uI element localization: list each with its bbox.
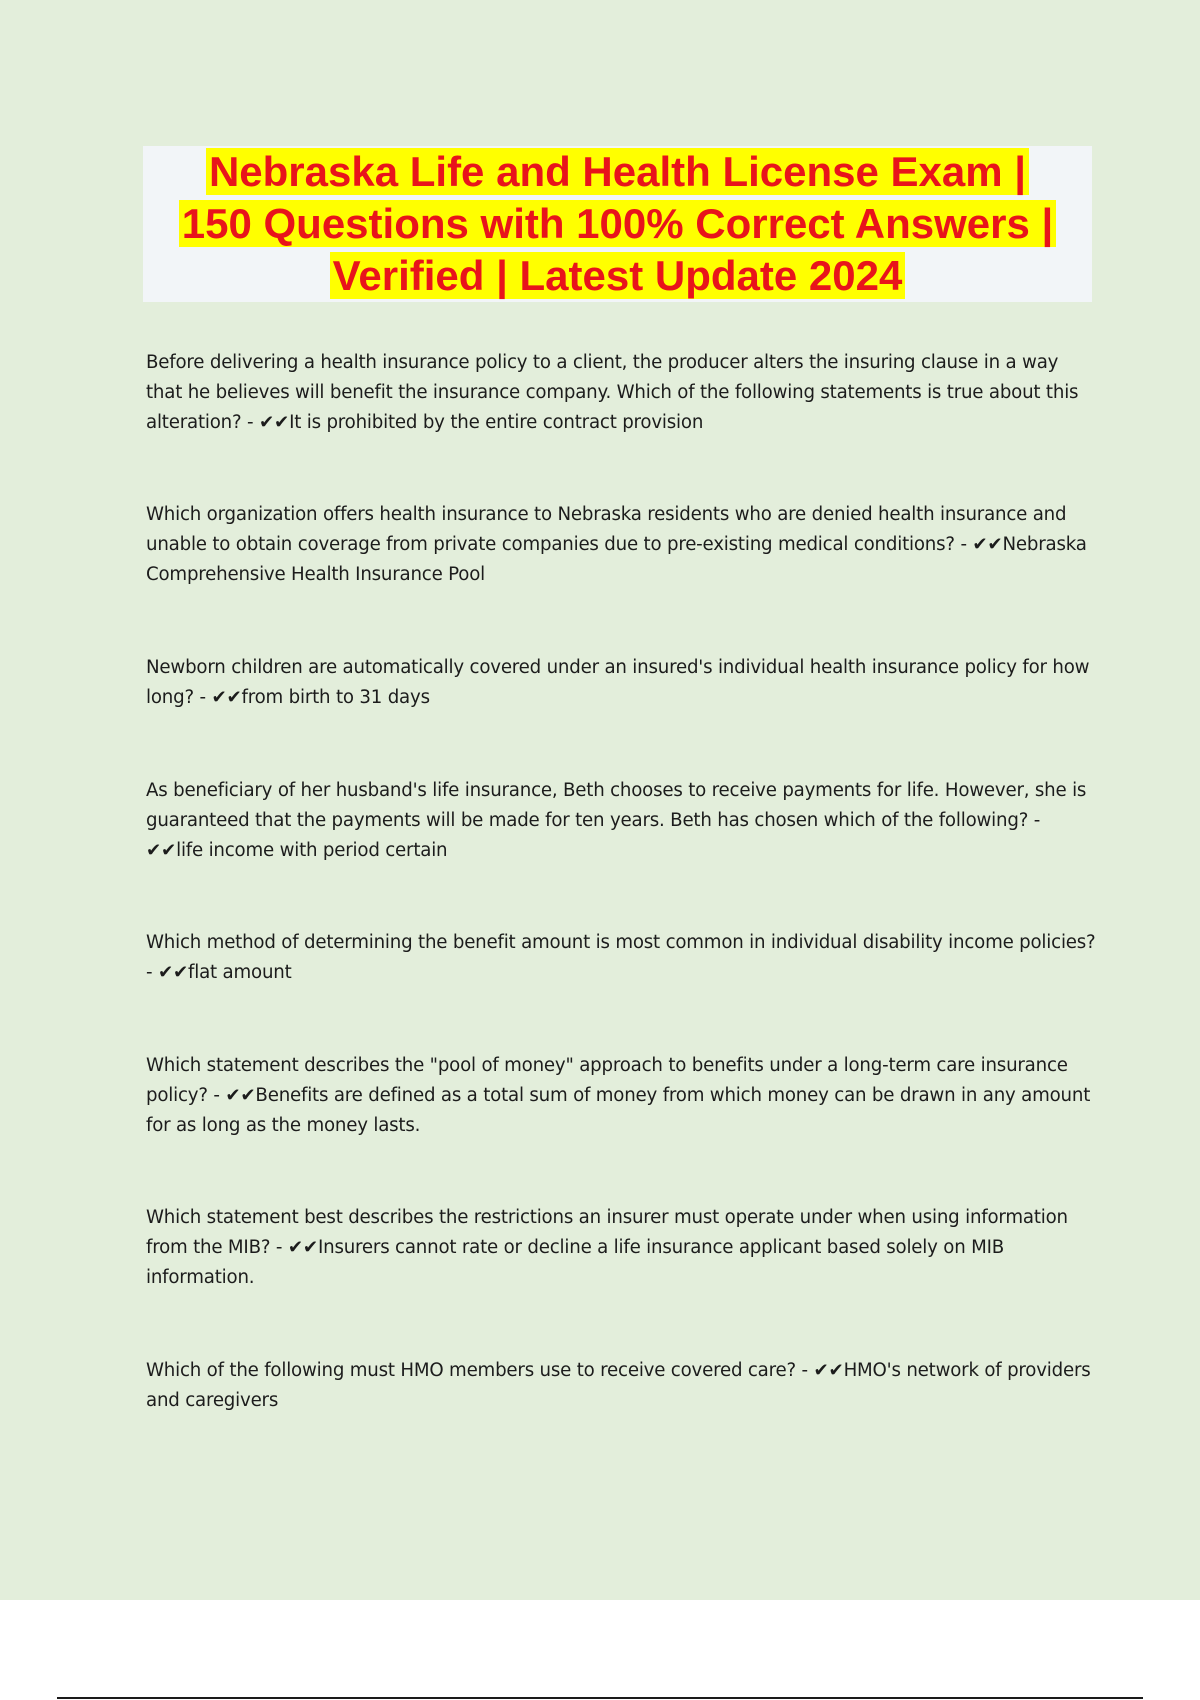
title-line-3: Verified | Latest Update 2024 [330,252,906,299]
separator: - [193,687,212,708]
qa-item [146,500,1096,590]
separator: - [146,962,158,983]
title-line-1: Nebraska Life and Health License Exam | [206,148,1029,195]
separator: - [795,1360,814,1381]
separator: - [207,1085,226,1106]
question-text: As beneficiary of her husband's life insurance, Beth chooses to receive payments for life. However, she is guaranteed that the payments will be made for ten years. Beth has chosen which of the following? [146,780,1087,831]
qa-item [146,776,1096,866]
title-line-2: 150 Questions with 100% Correct Answers | [179,200,1057,247]
answer-text: life income with period certain [176,840,448,861]
check-icon: ✔✔ [287,1237,318,1258]
question-text: Which of the following must HMO members use to receive covered care? [146,1360,796,1381]
answer-text: Benefits are defined as a total sum of money from which money can be drawn in any amount for as long as the money lasts. [146,1085,1091,1136]
question-text: Which organization offers health insurance to Nebraska residents who are denied health insurance and unable to obtain coverage from private companies due to pre-existing medical conditions? [146,504,1067,555]
answer-text: Nebraska Comprehensive Health Insurance Pool [146,534,1087,585]
check-icon: ✔✔ [157,962,189,983]
check-icon: ✔✔ [813,1360,844,1381]
qa-item [146,928,1096,988]
footer-rule [57,1697,1143,1699]
question-text: Which method of determining the benefit amount is most common in individual disability income policies? [146,932,1096,953]
answer-text: Insurers cannot rate or decline a life insurance applicant based solely on MIB information. [146,1237,1005,1288]
qa-item [146,348,1096,438]
answer-text: It is prohibited by the entire contract provision [289,412,704,433]
check-icon: ✔✔ [146,840,177,861]
question-text: Which statement best describes the restrictions an insurer must operate under when using information from the MIB? [146,1207,1068,1258]
question-text: Which statement describes the "pool of money" approach to benefits under a long-term care insurance policy? [146,1055,1068,1106]
document-title [143,146,1092,302]
separator: - [954,534,973,555]
check-icon: ✔✔ [225,1085,256,1106]
separator: - [1028,810,1041,831]
qa-item [146,1203,1096,1293]
qa-item [146,653,1096,713]
separator: - [241,412,259,433]
answer-text: flat amount [188,962,292,983]
question-text: Before delivering a health insurance policy to a client, the producer alters the insuring clause in a way that he believes will benefit the insurance company. Which of the following statements is true about this alteration? [146,352,1079,433]
check-icon: ✔✔ [211,687,242,708]
answer-text: from birth to 31 days [241,687,430,708]
qa-item [146,1356,1096,1416]
check-icon: ✔✔ [972,534,1003,555]
answer-text: HMO's network of providers and caregivers [146,1360,1091,1411]
check-icon: ✔✔ [258,412,290,433]
question-text: Newborn children are automatically covered under an insured's individual health insurance policy for how long? [146,657,1090,708]
separator: - [270,1237,288,1258]
qa-item [146,1051,1096,1141]
